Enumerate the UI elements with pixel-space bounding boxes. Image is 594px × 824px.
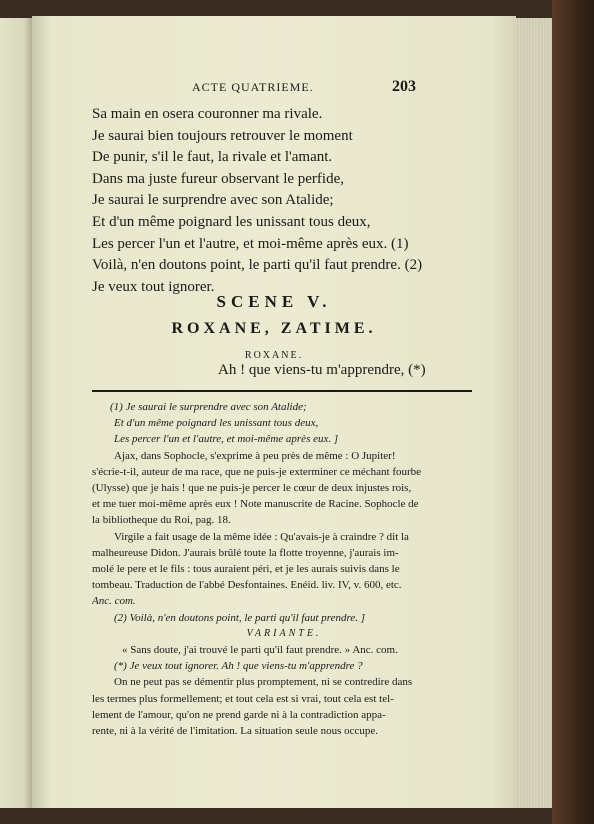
note-line: « Sans doute, j'ai trouvé le parti qu'il faut prendre. » Anc. com. bbox=[122, 644, 398, 657]
note-line: malheureuse Didon. J'aurais brûlé toute la flotte troyenne, j'aurais im- bbox=[92, 546, 399, 559]
verse-line: Dans ma juste fureur observant le perfide, bbox=[92, 170, 344, 187]
note-line: (2) Voilà, n'en doutons point, le parti qu'il faut prendre. ] bbox=[114, 611, 366, 624]
scene-heading: SCENE V. bbox=[216, 292, 332, 311]
note-line: Les percer l'un et l'autre, et moi-même après eux. ] bbox=[114, 433, 339, 446]
note-line: (Ulysse) que je hais ! que ne puis-je percer le cœur de deux injustes rois, bbox=[92, 482, 412, 495]
book-page bbox=[32, 16, 516, 808]
running-head bbox=[32, 78, 516, 102]
speech-line: Ah ! que viens-tu m'apprendre, (*) bbox=[218, 362, 426, 378]
verse-line: Je veux tout ignorer. bbox=[92, 278, 215, 295]
note-line: la bibliotheque du Roi, pag. 18. bbox=[92, 514, 231, 527]
verse-line: Voilà, n'en doutons point, le parti qu'il faut prendre. (2) bbox=[92, 257, 423, 274]
scene-characters: ROXANE, ZATIME. bbox=[171, 320, 377, 337]
note-line: Virgile a fait usage de la même idée : Qu'avais-je à craindre ? dit la bbox=[114, 530, 409, 543]
note-line: Et d'un même poignard les unissant tous deux, bbox=[114, 417, 319, 430]
running-title: ACTE QUATRIEME. bbox=[192, 80, 314, 94]
note-line: (1) Je saurai le surprendre avec son Atalide; bbox=[110, 401, 307, 413]
note-line: (*) Je veux tout ignorer. Ah ! que viens-tu m'apprendre ? bbox=[114, 660, 363, 673]
book-cover bbox=[552, 0, 594, 824]
speaker-name: ROXANE. bbox=[244, 350, 304, 361]
verse-line: De punir, s'il le faut, la rivale et l'amant. bbox=[92, 149, 333, 166]
verse-line: Je saurai bien toujours retrouver le moment bbox=[92, 127, 353, 144]
footnotes bbox=[92, 399, 476, 739]
verse-line: Et d'un même poignard les unissant tous deux, bbox=[92, 213, 371, 230]
note-line: Anc. com. bbox=[92, 595, 136, 608]
left-page-edge bbox=[0, 18, 34, 808]
verse-line: Sa main en osera couronner ma rivale. bbox=[92, 106, 323, 122]
note-line: Ajax, dans Sophocle, s'exprime à peu près de même : O Jupiter! bbox=[114, 449, 396, 462]
verse-line: Je saurai le surprendre avec son Atalide; bbox=[92, 192, 334, 209]
variante-heading: VARIANTE. bbox=[246, 627, 322, 639]
note-line: On ne peut pas se démentir plus promptement, ni se contredire dans bbox=[114, 676, 413, 689]
note-line: molé le pere et le fils : tous auraient péri, et je les aurais suivis dans le bbox=[92, 563, 400, 576]
note-line: rente, ni à la vérité de l'imitation. La situation seule nous occupe. bbox=[92, 725, 379, 738]
verse-line: Les percer l'un et l'autre, et moi-même après eux. (1) bbox=[92, 235, 409, 252]
note-line: et me tuer moi-même après eux ! Note manuscrite de Racine. Sophocle de bbox=[92, 498, 419, 511]
page-edges bbox=[512, 18, 554, 808]
note-line: s'écrie-t-il, auteur de ma race, que ne puis-je exterminer ce méchant fourbe bbox=[92, 465, 422, 478]
note-line: tombeau. Traduction de l'abbé Desfontaines. Enéid. liv. IV, v. 600, etc. bbox=[92, 579, 402, 592]
verse-block bbox=[92, 104, 492, 298]
note-line: les termes plus formellement; et tout cela est si vrai, tout cela est tel- bbox=[92, 692, 394, 705]
footnote-rule bbox=[92, 390, 472, 392]
page-number: 203 bbox=[392, 78, 416, 95]
note-line: lement de l'amour, qu'on ne prend garde ni à la contradiction appa- bbox=[92, 708, 386, 721]
